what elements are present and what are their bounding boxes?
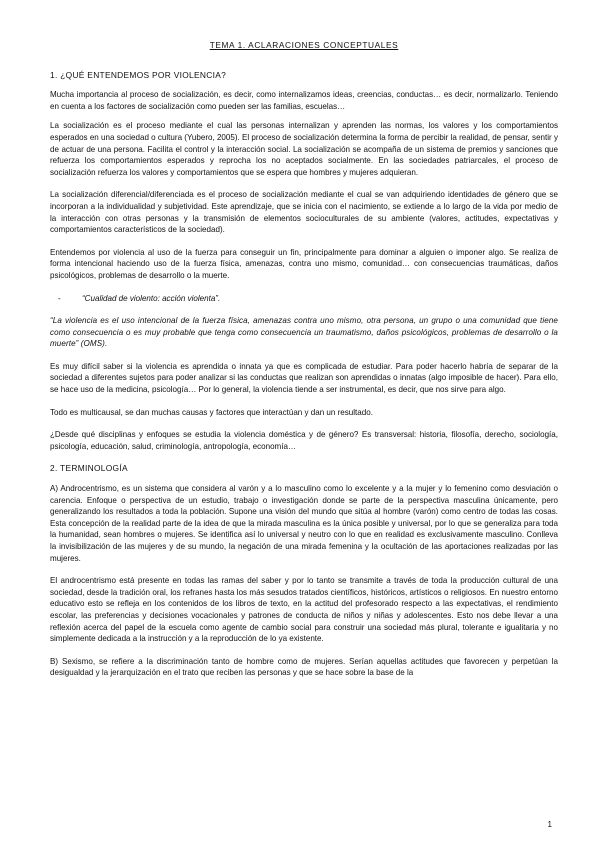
list-item-text: “Cualidad de violento: acción violenta”.: [82, 293, 221, 303]
paragraph: A) Androcentrismo, es un sistema que considera al varón y a lo masculino como lo excelente y a la mujer y lo femenino como desviación o carencia. Enfoque o perspectiva de un estudio, trabajo o investigación donde se parte de la perspectiva masculina únicamente, pero generalizando los resultados a toda la población. Supone una visión del mundo que sitúa al hombre (varón) como centro de todas las cosas. Esta concepción de la realidad parte de la idea de que la mirada masculina es la única posible y universal, por lo que se generaliza para toda la humanidad, sean hombres o mujeres. Se identifica así lo universal y neutro con lo que en realidad es exclusivamente masculino. Conlleva la invisibilización de las mujeres y de su mundo, la negación de una mirada femenina y la ocultación de las aportaciones realizadas por las mujeres.: [50, 484, 558, 563]
paragraph: Es muy difícil saber si la violencia es aprendida o innata ya que es complicada de estudiar. Para poder hacerlo habría de separar de la sociedad a diferentes sujetos para poder analizar si las conductas que realizan son aprendidas o innatas (algo imposible de hacer). Para ello, se hace uso de la medicina, psicología… Por lo general, la violencia tiende a ser instrumental, es decir, que nos sirve para algo.: [50, 361, 558, 395]
section-heading-terminology: 2. TERMINOLOGÍA: [50, 463, 128, 474]
page-number: 1: [547, 820, 552, 829]
paragraph: Todo es multicausal, se dan muchas causas y factores que interactúan y dan un resultado.: [50, 407, 373, 417]
document-title: TEMA 1. ACLARACIONES CONCEPTUALES: [209, 40, 399, 50]
paragraph: B) Sexismo, se refiere a la discriminación tanto de hombre como de mujeres. Serían aquellas actitudes que favorecen y perpetúan la desigualdad y la jerarquización en el trato que reciben las personas y que se hace sobre la base de la: [50, 656, 558, 678]
paragraph: La socialización diferencial/diferenciada es el proceso de socialización mediante el cual se van adquiriendo identidades de género que se incorporan a la individualidad y subjetividad. Este aprendizaje, que se inicia con el nacimiento, se extiende a lo largo de la vida por medio de la interacción con otras personas y la transmisión de elementos socioculturales de su ambiente (valores, actitudes, expectativas y comportamientos característicos de la sociedad).: [50, 190, 558, 235]
list-dash: -: [58, 293, 61, 303]
document-page: [50, 40, 558, 690]
list-item: [50, 293, 558, 305]
paragraph: Mucha importancia al proceso de socialización, es decir, como internalizamos ideas, creencias, conductas… es decir, normalizarlo. Teniendo en cuenta a los factores de socialización como pueden ser las familias, escuelas…: [50, 90, 558, 111]
paragraph: ¿Desde qué disciplinas y enfoques se estudia la violencia doméstica y de género? Es transversal: historia, filosofía, derecho, sociología, psicología, educación, salud, criminología, antropología, economía…: [50, 430, 558, 451]
paragraph: Entendemos por violencia al uso de la fuerza para conseguir un fin, principalmente para dominar a alguien o imponer algo. Se realiza de forma intencional haciendo uso de la fuerza física, amenazas, contra uno mismo, comunidad… con consecuencias traumáticas, daños psicológicos, problemas de desarrollo o la muerte.: [50, 247, 558, 280]
paragraph: La socialización es el proceso mediante el cual las personas internalizan y aprenden las normas, los valores y los comportamientos esperados en una sociedad o cultura (Yubero, 2005). El proceso de socialización determina la forma de percibir la realidad, de pensar, sentir y de actuar de una persona. Facilita el control y la interacción social. La socialización se acompaña de un sistema de premios y sanciones que refuerza los comportamientos esperados y reprocha los no aceptados socialmente. En las sociedades patriarcales, el proceso de socialización refuerza los valores y comportamientos que se espera que hombres y mujeres adquieran.: [50, 121, 558, 177]
section-heading-violence: 1. ¿QUÉ ENTENDEMOS POR VIOLENCIA?: [50, 69, 227, 80]
oms-quote: “La violencia es el uso intencional de la fuerza física, amenazas contra uno mismo, otra persona, un grupo o una comunidad que tiene como consecuencia o es muy probable que tenga como consecuencia un traumatismo, daños psicológicos, problemas de desarrollo o la muerte” (OMS).: [50, 316, 558, 349]
paragraph: El androcentrismo está presente en todas las ramas del saber y por lo tanto se transmite a través de toda la producción cultural de una sociedad, desde la tradición oral, los refranes hasta los más sesudos tratados científicos, históricos, artísticos o religiosos. En nuestro entorno educativo esto se refleja en los contenidos de los libros de texto, en la actitud del profesorado respecto a las expectativas, el rendimiento escolar, las preferencias y decisiones vocacionales y patrones de conducta de niños y niñas y adolescentes. Esto nos debe llevar a una reflexión acerca del papel de la escuela como agente de cambio social para construir una sociedad más plural, tolerante e igualitaria y no simplemente dedicada a la instrucción y a la reproducción de lo ya existente.: [50, 576, 558, 644]
